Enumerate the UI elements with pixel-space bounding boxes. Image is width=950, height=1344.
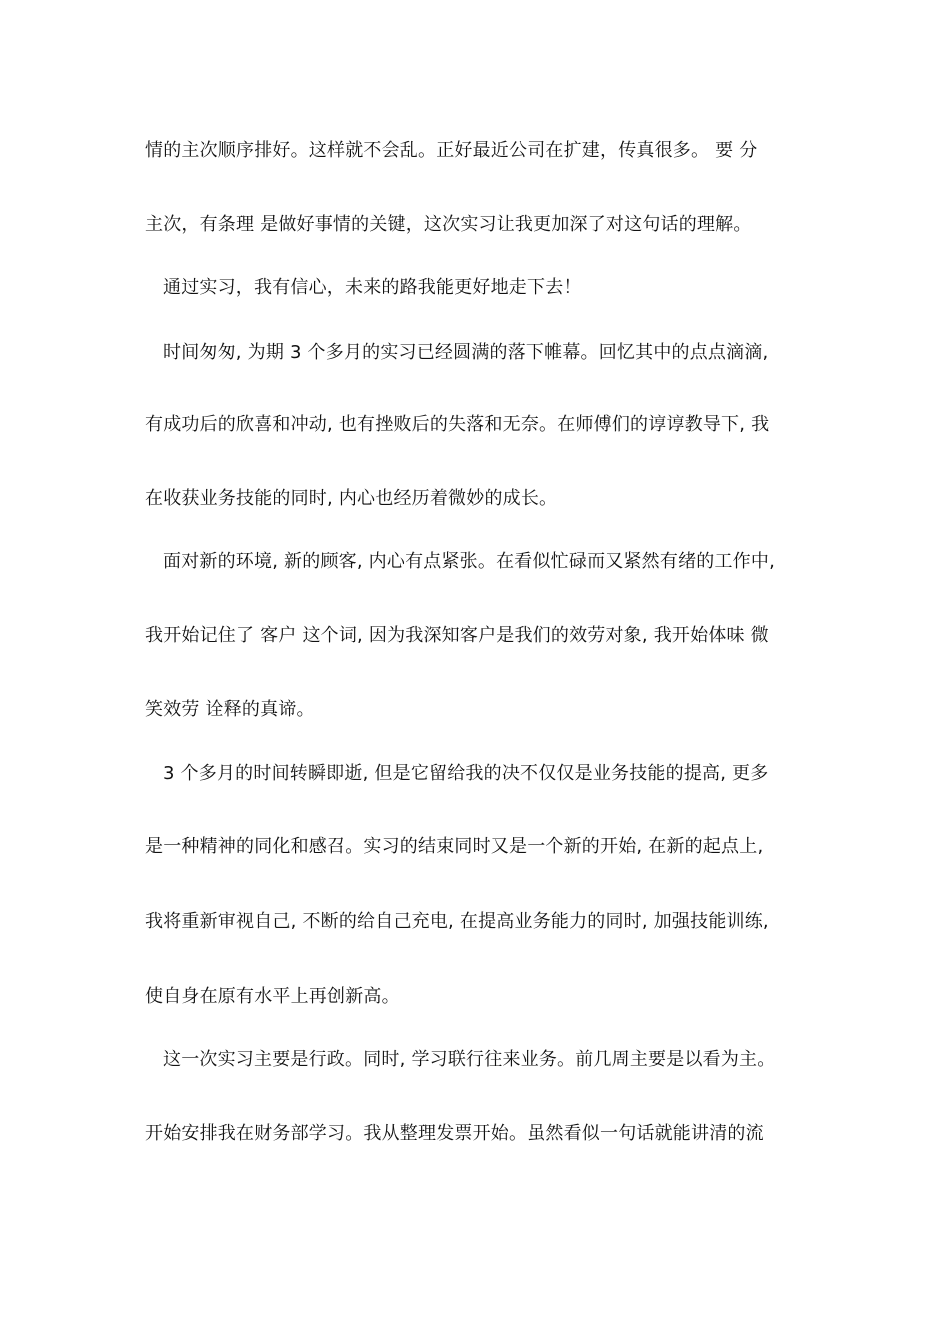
text-line: 在收获业务技能的同时, 内心也经历着微妙的成长。 [145, 488, 558, 509]
text-line: 3 个多月的时间转瞬即逝, 但是它留给我的决不仅仅是业务技能的提高, 更多 [163, 763, 769, 784]
text-line: 笑效劳 诠释的真谛。 [145, 699, 315, 720]
text-line: 使自身在原有水平上再创新高。 [145, 986, 400, 1007]
text-line: 有成功后的欣喜和冲动, 也有挫败后的失落和无奈。在师傅们的谆谆教导下, 我 [145, 414, 770, 435]
text-line: 是一种精神的同化和感召。实习的结束同时又是一个新的开始, 在新的起点上, [145, 836, 764, 857]
text-line: 这一次实习主要是行政。同时, 学习联行往来业务。前几周主要是以看为主。 [163, 1049, 776, 1070]
text-line: 我开始记住了 客户 这个词, 因为我深知客户是我们的效劳对象, 我开始体味 微 [145, 625, 769, 646]
text-line: 通过实习，我有信心，未来的路我能更好地走下去！ [163, 277, 582, 298]
text-line: 面对新的环境, 新的顾客, 内心有点紧张。在看似忙碌而又紧然有绪的工作中, [163, 551, 776, 572]
text-line: 我将重新审视自己, 不断的给自己充电, 在提高业务能力的同时, 加强技能训练, [145, 911, 769, 932]
text-line: 开始安排我在财务部学习。我从整理发票开始。虽然看似一句话就能讲清的流 [145, 1123, 764, 1144]
text-line: 时间匆匆, 为期 3 个多月的实习已经圆满的落下帷幕。回忆其中的点点滴滴, [163, 342, 769, 363]
text-line: 主次，有条理 是做好事情的关键，这次实习让我更加深了对这句话的理解。 [145, 214, 752, 235]
text-line: 情的主次顺序排好。这样就不会乱。正好最近公司在扩建，传真很多。 要 分 [145, 140, 758, 161]
